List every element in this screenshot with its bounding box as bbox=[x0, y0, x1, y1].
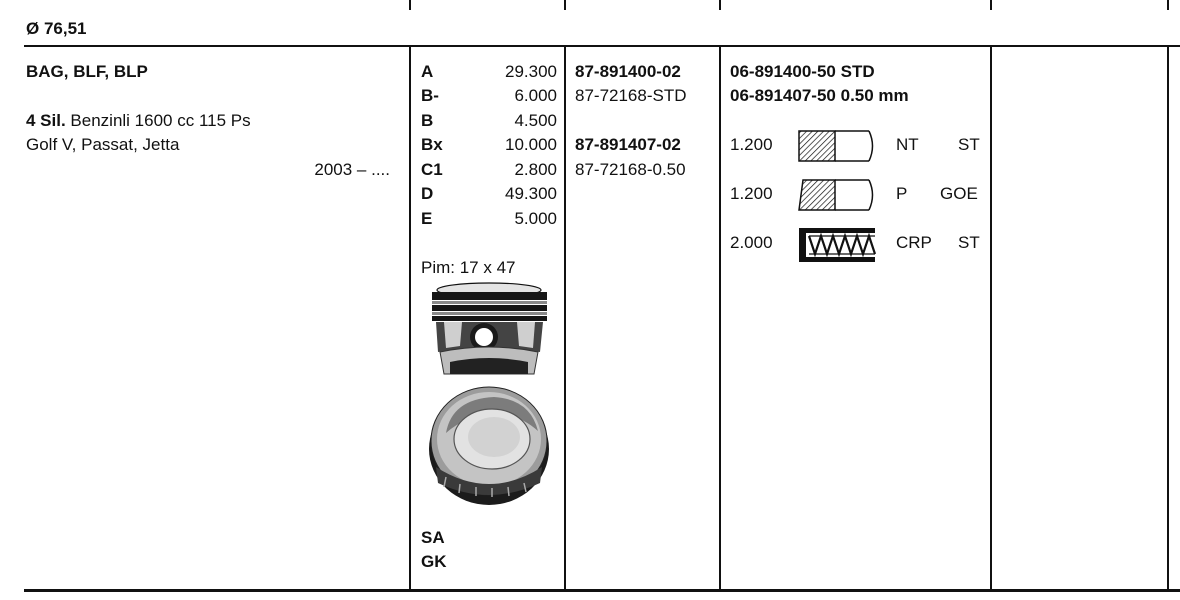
ring-width: 1.200 bbox=[730, 184, 773, 203]
ring-type: P bbox=[896, 184, 908, 203]
ring-type: NT bbox=[896, 135, 919, 154]
piston-part-number: 87-891400-02 bbox=[575, 62, 681, 81]
ring-set-line bbox=[730, 60, 875, 84]
dimension-label: A bbox=[421, 62, 434, 81]
top-rule bbox=[24, 45, 1180, 47]
engine-codes: BAG, BLF, BLP bbox=[26, 62, 148, 81]
piston-side-illustration bbox=[422, 282, 557, 382]
column-divider-1 bbox=[409, 0, 411, 10]
production-years: 2003 – .... bbox=[314, 160, 390, 179]
ring-finish: ST bbox=[958, 135, 980, 154]
ring-width: 2.000 bbox=[730, 233, 773, 252]
column-divider-5 bbox=[1167, 0, 1169, 10]
ring-finish: ST bbox=[958, 233, 980, 252]
dimension-label: Bx bbox=[421, 135, 443, 154]
ring-set-size: STD bbox=[840, 62, 875, 81]
piston-part-number: 87-891407-02 bbox=[575, 135, 681, 154]
ring-width: 1.200 bbox=[730, 135, 773, 154]
dimension-label: C1 bbox=[421, 160, 443, 179]
dimension-label: B- bbox=[421, 86, 439, 105]
engine-spec-line bbox=[26, 109, 251, 133]
piston-pin-size: Pim: 17 x 47 bbox=[421, 258, 516, 277]
bottom-rule bbox=[24, 589, 1180, 592]
dimension-value: 4.500 bbox=[514, 111, 557, 130]
piston-part-sub: 87-72168-0.50 bbox=[575, 160, 686, 179]
ring-set-number: 06-891407-50 bbox=[730, 86, 836, 105]
column-divider-2 bbox=[564, 0, 566, 10]
dimension-value: 6.000 bbox=[514, 86, 557, 105]
ring-set-number: 06-891400-50 bbox=[730, 62, 836, 81]
column-divider-3-body bbox=[719, 46, 721, 591]
dimension-label: D bbox=[421, 184, 434, 203]
dimension-label: B bbox=[421, 111, 434, 130]
piston-top-illustration bbox=[422, 383, 557, 508]
piston-code: SA bbox=[421, 528, 445, 547]
compression-ring-icon bbox=[797, 129, 879, 163]
column-divider-1-body bbox=[409, 46, 411, 591]
dimension-value: 29.300 bbox=[505, 62, 557, 81]
dimension-value: 2.800 bbox=[514, 160, 557, 179]
dimension-value: 49.300 bbox=[505, 184, 557, 203]
dimension-value: 5.000 bbox=[514, 209, 557, 228]
ring-set-line bbox=[730, 84, 909, 108]
column-divider-4-body bbox=[990, 46, 992, 591]
vehicle-models: Golf V, Passat, Jetta bbox=[26, 135, 180, 154]
dimension-label: E bbox=[421, 209, 433, 228]
column-divider-4 bbox=[990, 0, 992, 10]
ring-set-size: 0.50 mm bbox=[840, 86, 909, 105]
column-divider-5-body bbox=[1167, 46, 1169, 591]
piston-part-sub: 87-72168-STD bbox=[575, 86, 687, 105]
taper-ring-icon bbox=[797, 178, 879, 212]
dimension-value: 10.000 bbox=[505, 135, 557, 154]
column-divider-3 bbox=[719, 0, 721, 10]
bore-diameter: Ø 76,51 bbox=[26, 19, 87, 38]
column-divider-2-body bbox=[564, 46, 566, 591]
ring-finish: GOE bbox=[940, 184, 978, 203]
cylinder-count: 4 Sil. bbox=[26, 111, 66, 130]
ring-type: CRP bbox=[896, 233, 932, 252]
piston-code: GK bbox=[421, 552, 447, 571]
engine-spec: Benzinli 1600 cc 115 Ps bbox=[70, 111, 251, 130]
oil-ring-icon bbox=[797, 226, 879, 264]
